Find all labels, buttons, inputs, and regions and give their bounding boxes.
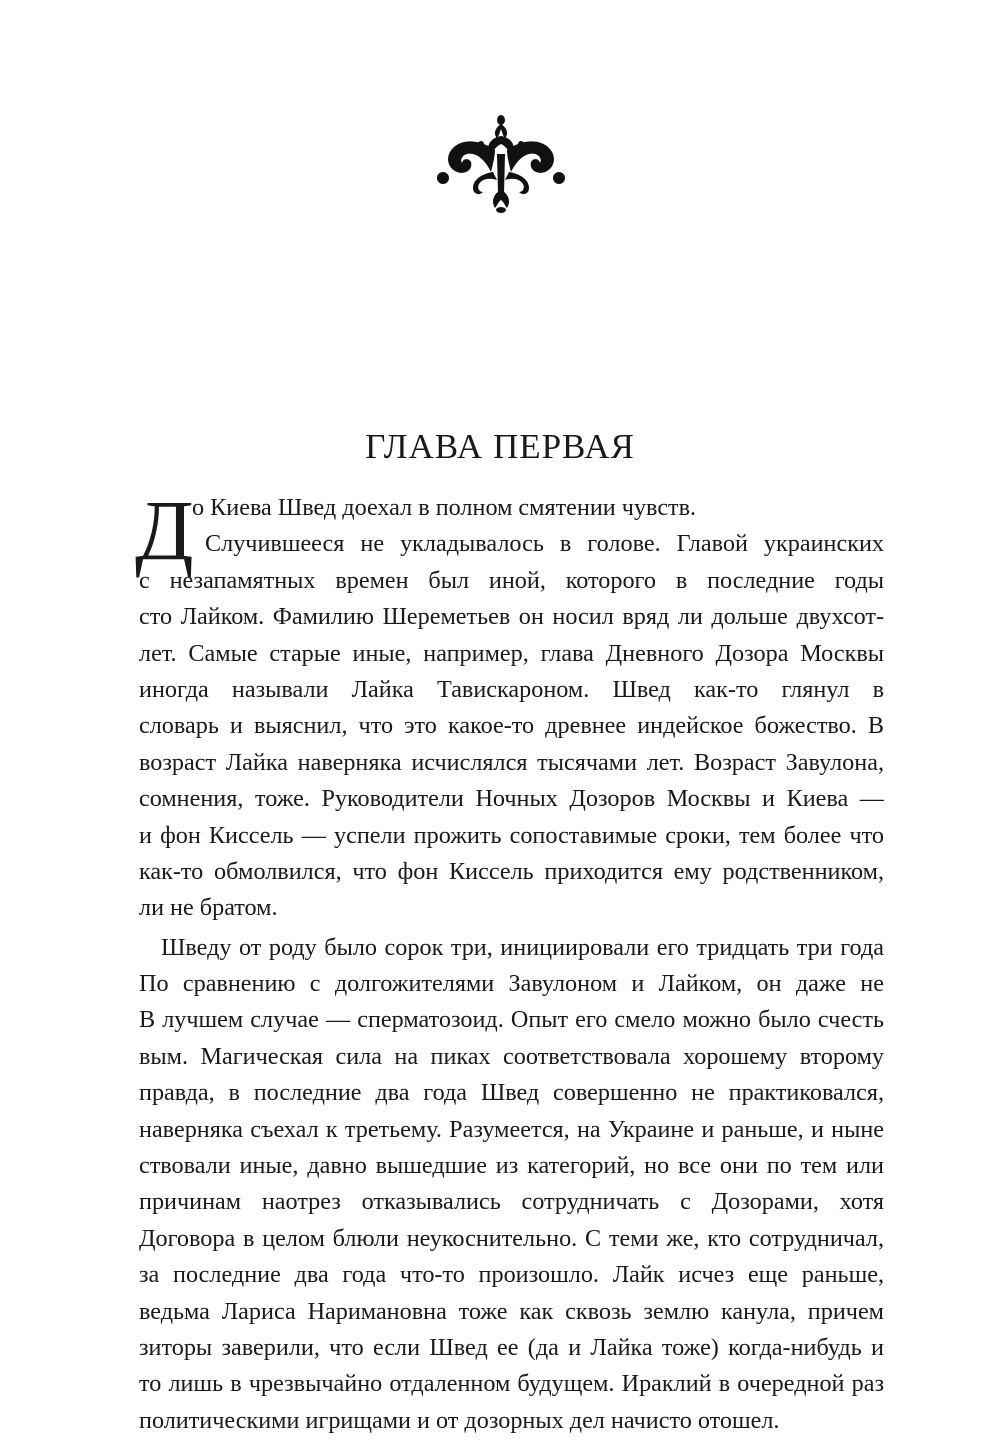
text-line: как-то обмолвился, что фон Киссель приходится ему родственником, [139, 857, 884, 885]
text-line: Шведу от роду было сорок три, инициировали его тридцать три года [161, 933, 884, 961]
text-line: Случившееся не укладывалось в голове. Главой украинских [205, 530, 884, 558]
text-line: то лишь в чрезвычайно отдаленном будущем. Ираклий в очередной раз [139, 1370, 884, 1398]
body-text [139, 490, 884, 1439]
paragraph [139, 930, 884, 1439]
text-line: сомнения, тоже. Руководители Ночных Дозоров Москвы и Киева — [139, 785, 884, 813]
text-line: возраст Лайка наверняка исчислялся тысячами лет. Возраст Завулона, [139, 748, 884, 776]
floral-ornament-icon [435, 114, 567, 214]
text-line: лет. Самые старые иные, например, глава Дневного Дозора Москвы [139, 639, 884, 667]
text-line: с незапамятных времен был иной, которого в последние годы [139, 566, 884, 594]
text-line: Договора в целом блюли неукоснительно. С теми же, кто сотрудничал, [139, 1224, 884, 1252]
text-line: причинам наотрез отказывались сотрудничать с Дозорами, хотя [139, 1188, 884, 1216]
text-line: вым. Магическая сила на пиках соответствовала хорошему второму [139, 1042, 884, 1070]
text-line: В лучшем случае — сперматозоид. Опыт его смело можно было счесть [139, 1006, 884, 1034]
chapter-title: ГЛАВА ПЕРВАЯ [365, 427, 635, 466]
text-line: наверняка съехал к третьему. Разумеется, на Украине и раньше, и ныне [139, 1115, 884, 1143]
paragraph [139, 490, 884, 927]
text-line: сто Лайком. Фамилию Шереметьев он носил вряд ли дольше двухсот- [139, 603, 884, 631]
text-line: правда, в последние два года Швед совершенно не практиковался, [139, 1079, 884, 1107]
text-line: зиторы заверили, что если Швед ее (да и Лайка тоже) когда-нибудь и [139, 1333, 884, 1361]
text-line: за последние два года что-то произошло. Лайк исчез еще раньше, [139, 1261, 884, 1289]
text-line: о Киева Швед доехал в полном смятении чувств. [192, 494, 697, 521]
text-line: и фон Киссель — успели прожить сопоставимые сроки, тем более что [139, 821, 884, 849]
text-line: ведьма Лариса Наримановна тоже как сквозь землю канула, причем [139, 1297, 884, 1325]
text-line: политическими игрищами и от дозорных дел начисто отошел. [139, 1406, 780, 1434]
text-line: ли не братом. [139, 894, 278, 922]
text-line: По сравнению с долгожителями Завулоном и Лайком, он даже не [139, 970, 884, 998]
text-line: словарь и выяснил, что это какое-то древнее индейское божество. В [139, 712, 884, 740]
text-line: ствовали иные, давно вышедшие из категорий, но все они по тем или [139, 1152, 884, 1180]
drop-cap: Д [135, 482, 194, 578]
text-line: иногда называли Лайка Тавискароном. Швед как-то глянул в [139, 675, 884, 703]
